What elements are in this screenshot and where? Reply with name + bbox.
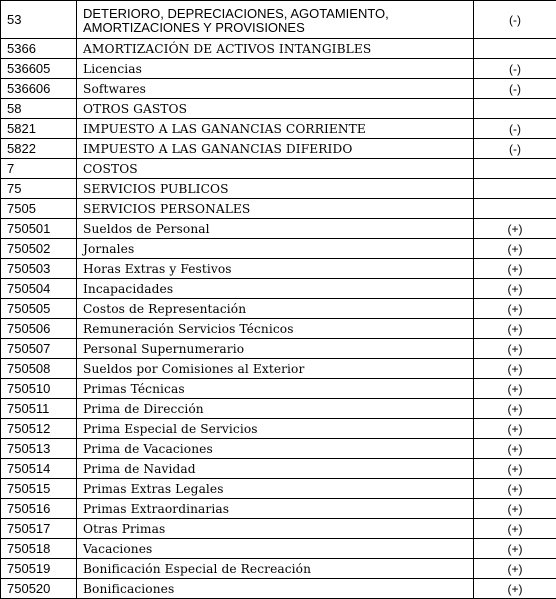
account-sign: (+) — [474, 379, 556, 399]
account-code: 750505 — [1, 299, 77, 319]
account-description: Jornales — [77, 239, 474, 259]
account-sign: (+) — [474, 579, 556, 599]
account-code: 53 — [1, 1, 77, 39]
table-row — [1, 99, 556, 119]
table-row — [1, 359, 556, 379]
account-code: 750513 — [1, 439, 77, 459]
account-sign — [474, 159, 556, 179]
account-description: Horas Extras y Festivos — [77, 259, 474, 279]
account-sign — [474, 99, 556, 119]
table-row — [1, 59, 556, 79]
account-code: 58 — [1, 99, 77, 119]
table-row — [1, 1, 556, 39]
account-description: Vacaciones — [77, 539, 474, 559]
table-row — [1, 139, 556, 159]
account-sign: (+) — [474, 399, 556, 419]
account-code: 750510 — [1, 379, 77, 399]
table-row — [1, 519, 556, 539]
account-sign: (+) — [474, 239, 556, 259]
account-code: 750503 — [1, 259, 77, 279]
table-row — [1, 379, 556, 399]
account-code: 5821 — [1, 119, 77, 139]
account-description: Sueldos por Comisiones al Exterior — [77, 359, 474, 379]
account-code: 750512 — [1, 419, 77, 439]
account-description: AMORTIZACIÓN DE ACTIVOS INTANGIBLES — [77, 39, 474, 59]
account-sign: (+) — [474, 499, 556, 519]
account-code: 750502 — [1, 239, 77, 259]
account-sign: (+) — [474, 479, 556, 499]
account-sign: (+) — [474, 419, 556, 439]
table-row — [1, 419, 556, 439]
account-description: Softwares — [77, 79, 474, 99]
table-row — [1, 579, 556, 599]
account-sign — [474, 199, 556, 219]
account-description: Prima de Dirección — [77, 399, 474, 419]
account-description: Primas Extraordinarias — [77, 499, 474, 519]
account-description: SERVICIOS PUBLICOS — [77, 179, 474, 199]
account-sign: (+) — [474, 279, 556, 299]
account-sign: (-) — [474, 139, 556, 159]
account-description: Prima de Vacaciones — [77, 439, 474, 459]
account-description: Primas Extras Legales — [77, 479, 474, 499]
table-row — [1, 339, 556, 359]
table-row — [1, 319, 556, 339]
table-row — [1, 299, 556, 319]
table-row — [1, 79, 556, 99]
account-code: 5366 — [1, 39, 77, 59]
account-description: Personal Supernumerario — [77, 339, 474, 359]
account-code: 750504 — [1, 279, 77, 299]
account-description: DETERIORO, DEPRECIACIONES, AGOTAMIENTO, AMORTIZACIONES Y PROVISIONES — [77, 1, 474, 39]
account-sign: (+) — [474, 319, 556, 339]
account-code: 750514 — [1, 459, 77, 479]
accounts-table-body — [1, 1, 556, 599]
table-row — [1, 499, 556, 519]
account-sign: (+) — [474, 519, 556, 539]
account-code: 750520 — [1, 579, 77, 599]
account-code: 750517 — [1, 519, 77, 539]
account-sign: (+) — [474, 459, 556, 479]
account-sign: (-) — [474, 79, 556, 99]
account-sign: (+) — [474, 219, 556, 239]
account-description: Prima Especial de Servicios — [77, 419, 474, 439]
account-sign: (+) — [474, 259, 556, 279]
table-row — [1, 279, 556, 299]
account-sign: (-) — [474, 119, 556, 139]
account-code: 750508 — [1, 359, 77, 379]
account-description: Licencias — [77, 59, 474, 79]
account-description: Bonificación Especial de Recreación — [77, 559, 474, 579]
table-row — [1, 259, 556, 279]
account-description: IMPUESTO A LAS GANANCIAS DIFERIDO — [77, 139, 474, 159]
table-row — [1, 479, 556, 499]
account-sign: (+) — [474, 539, 556, 559]
account-code: 750516 — [1, 499, 77, 519]
account-sign — [474, 39, 556, 59]
account-description: Bonificaciones — [77, 579, 474, 599]
account-sign: (-) — [474, 59, 556, 79]
table-row — [1, 179, 556, 199]
table-row — [1, 239, 556, 259]
account-description: Incapacidades — [77, 279, 474, 299]
account-code: 536605 — [1, 59, 77, 79]
account-code: 750507 — [1, 339, 77, 359]
account-description: Remuneración Servicios Técnicos — [77, 319, 474, 339]
table-row — [1, 199, 556, 219]
table-row — [1, 399, 556, 419]
account-code: 750519 — [1, 559, 77, 579]
account-sign: (+) — [474, 339, 556, 359]
account-description: Prima de Navidad — [77, 459, 474, 479]
table-row — [1, 159, 556, 179]
account-description: OTROS GASTOS — [77, 99, 474, 119]
account-description: Sueldos de Personal — [77, 219, 474, 239]
account-code: 750515 — [1, 479, 77, 499]
account-sign: (+) — [474, 559, 556, 579]
table-row — [1, 439, 556, 459]
account-code: 5822 — [1, 139, 77, 159]
account-code: 750511 — [1, 399, 77, 419]
account-code: 7505 — [1, 199, 77, 219]
account-sign: (+) — [474, 299, 556, 319]
table-row — [1, 459, 556, 479]
account-description: Primas Técnicas — [77, 379, 474, 399]
account-code: 750501 — [1, 219, 77, 239]
table-row — [1, 559, 556, 579]
account-description: COSTOS — [77, 159, 474, 179]
account-description: Otras Primas — [77, 519, 474, 539]
account-description: SERVICIOS PERSONALES — [77, 199, 474, 219]
account-description: Costos de Representación — [77, 299, 474, 319]
account-sign — [474, 179, 556, 199]
account-code: 750518 — [1, 539, 77, 559]
account-sign: (+) — [474, 359, 556, 379]
account-sign: (-) — [474, 1, 556, 39]
account-code: 7 — [1, 159, 77, 179]
table-row — [1, 39, 556, 59]
account-description: IMPUESTO A LAS GANANCIAS CORRIENTE — [77, 119, 474, 139]
account-code: 75 — [1, 179, 77, 199]
account-code: 750506 — [1, 319, 77, 339]
table-row — [1, 539, 556, 559]
account-sign: (+) — [474, 439, 556, 459]
account-code: 536606 — [1, 79, 77, 99]
table-row — [1, 119, 556, 139]
table-row — [1, 219, 556, 239]
